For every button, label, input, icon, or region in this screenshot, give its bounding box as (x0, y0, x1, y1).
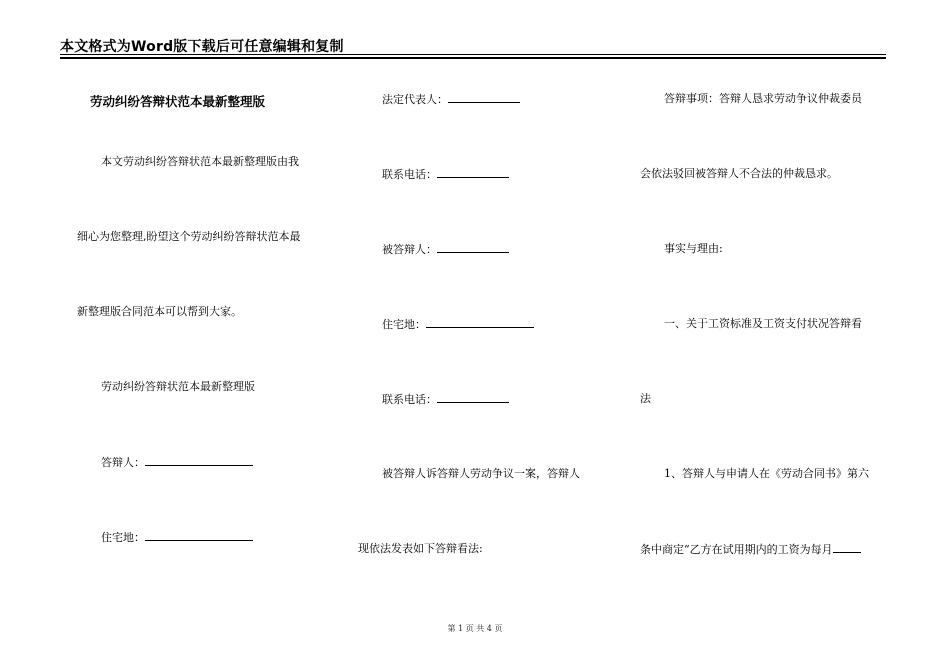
phone-label-1: 联系电话： (382, 168, 437, 181)
legal-rep-blank (448, 92, 520, 103)
col2-paragraph-line-2: 现依法发表如下答辩看法: (358, 542, 483, 555)
salary-blank (833, 542, 861, 553)
col1-subtitle: 劳动纠纷答辩状范本最新整理版 (101, 380, 255, 393)
phone-blank-1 (437, 167, 509, 178)
respondent-address-blank (145, 530, 253, 541)
claimant-label: 被答辩人： (382, 243, 437, 256)
respondent-address-field (101, 530, 253, 545)
respondent-field (101, 455, 253, 470)
claimant-address-field (382, 317, 534, 332)
respondent-blank (145, 455, 253, 466)
col3-line-7 (640, 542, 861, 557)
respondent-label: 答辩人： (101, 456, 145, 469)
col1-paragraph-line-3: 新整理版合同范本可以帮到大家。 (77, 305, 242, 318)
claimant-address-label: 住宅地： (382, 318, 426, 331)
page-number: 第 1 页 共 4 页 (447, 624, 503, 633)
col1-paragraph-line-1: 本文劳动纠纷答辩状范本最新整理版由我 (101, 155, 299, 168)
phone-field-1 (382, 167, 509, 182)
phone-blank-2 (437, 392, 509, 403)
col3-line-1: 答辩事项：答辩人恳求劳动争议仲裁委员 (664, 92, 862, 105)
phone-field-2 (382, 392, 509, 407)
col3-line-6: 1、答辩人与申请人在《劳动合同书》第六 (664, 467, 869, 480)
col3-line-4: 一、关于工资标准及工资支付状况答辩看 (664, 317, 862, 330)
header-rule-thin (60, 54, 886, 55)
header-rule-thick (60, 57, 886, 59)
legal-rep-label: 法定代表人： (382, 93, 448, 106)
document-header-title: 本文格式为Word版下载后可任意编辑和复制 (60, 39, 344, 55)
phone-label-2: 联系电话： (382, 393, 437, 406)
col3-line-7-text: 条中商定“乙方在试用期内的工资为每月 (640, 543, 833, 556)
col3-line-2: 会依法驳回被答辩人不合法的仲裁恳求。 (640, 167, 838, 180)
claimant-address-blank (426, 317, 534, 328)
col1-paragraph-line-2: 细心为您整理,盼望这个劳动纠纷答辩状范本最 (77, 230, 301, 243)
col3-heading-facts: 事实与理由: (664, 242, 723, 255)
document-title: 劳动纠纷答辩状范本最新整理版 (90, 94, 266, 109)
claimant-field (382, 242, 509, 257)
legal-rep-field (382, 92, 520, 107)
col2-paragraph-line-1: 被答辩人诉答辩人劳动争议一案，答辩人 (382, 467, 580, 480)
col3-line-5: 法 (640, 392, 651, 405)
claimant-blank (437, 242, 509, 253)
respondent-address-label: 住宅地： (101, 531, 145, 544)
